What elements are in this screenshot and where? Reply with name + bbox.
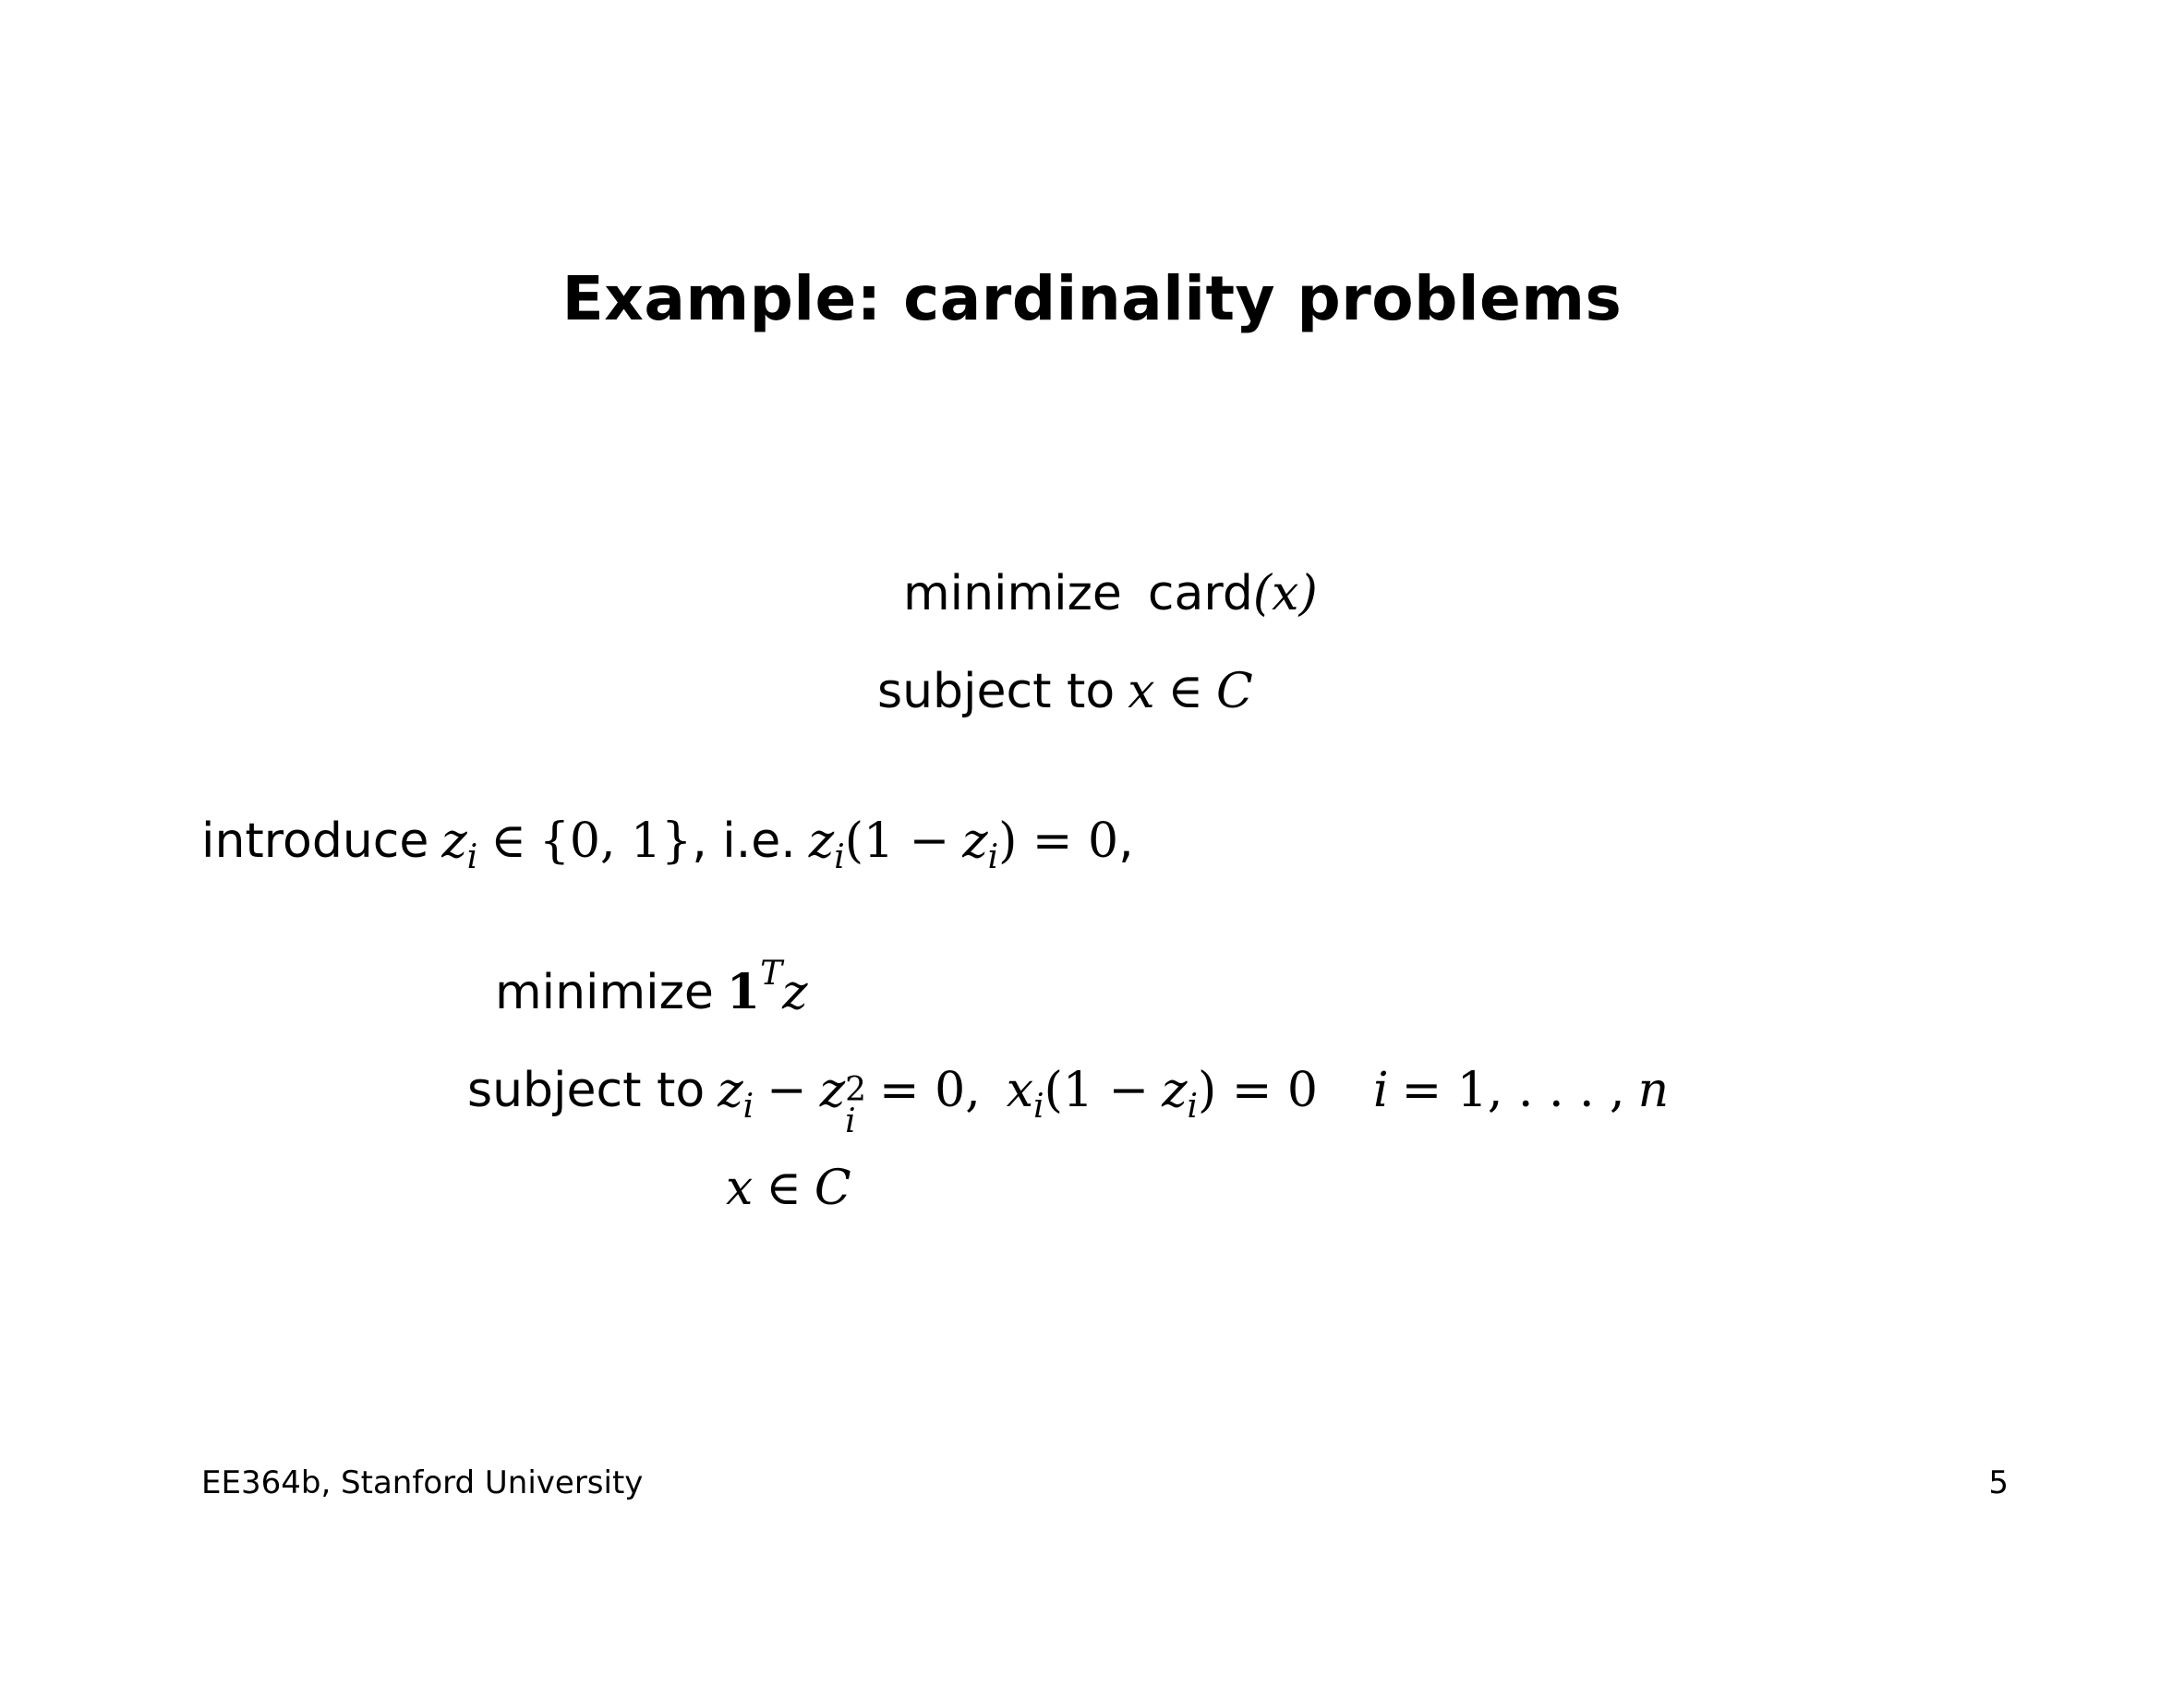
- constraint2-open: (1 −: [1044, 1063, 1150, 1118]
- card-function: card: [1147, 566, 1253, 621]
- equation-inner-subscript: i: [987, 838, 999, 876]
- problem1-objective-row: [903, 561, 1318, 626]
- square-subscript: i: [845, 1103, 856, 1140]
- constraint3-variable: x: [726, 1161, 754, 1216]
- transpose-superscript: T: [760, 955, 783, 993]
- equation-variable-subscript: i: [834, 838, 845, 876]
- ones-vector: 1: [726, 964, 761, 1020]
- ie-text: , i.e.: [692, 813, 796, 869]
- minus-symbol: −: [766, 1063, 807, 1118]
- footer-page-number: 5: [1988, 1464, 2009, 1501]
- constraint1-variable: z: [718, 1063, 743, 1118]
- problem2-set-constraint-row: [726, 1156, 851, 1221]
- minimize-keyword: minimize: [903, 566, 1122, 621]
- introduce-row: [201, 809, 1134, 879]
- equation-inner-variable: z: [962, 813, 988, 869]
- constraint2-subscript: i: [1033, 1088, 1044, 1126]
- constraint1-rhs: = 0,: [879, 1063, 981, 1118]
- constraint1-square-scripts: [845, 1071, 867, 1140]
- element-of-symbol: ∈: [1167, 664, 1204, 719]
- constraint2-inner-subscript: i: [1187, 1088, 1198, 1126]
- introduce-variable: z: [441, 813, 467, 869]
- subject-to-keyword: subject to: [467, 1063, 706, 1118]
- constraint2-variable: x: [1006, 1063, 1034, 1118]
- equation-close: ) = 0: [998, 813, 1119, 869]
- problem2-objective-row: [495, 955, 808, 1030]
- constraint-set: C: [1216, 664, 1253, 719]
- equation-variable: z: [808, 813, 835, 869]
- constraint1-square-variable: z: [819, 1063, 846, 1118]
- introduce-variable-subscript: i: [466, 838, 478, 876]
- problem1-constraint-row: [877, 659, 1253, 724]
- equation-open: (1 −: [844, 813, 950, 869]
- objective-variable: z: [782, 965, 808, 1020]
- constraint3-set: C: [814, 1161, 851, 1216]
- binary-set: {0, 1}: [538, 813, 693, 869]
- index-end: n: [1637, 1063, 1670, 1118]
- card-argument: (x): [1252, 566, 1318, 621]
- constraint-variable: x: [1128, 664, 1155, 719]
- trailing-comma: ,: [1118, 813, 1134, 869]
- constraint2-inner-variable: z: [1162, 1063, 1188, 1118]
- problem2-constraint-row: [467, 1058, 1669, 1143]
- subject-to-keyword: subject to: [877, 664, 1116, 719]
- constraint2-close: ) = 0: [1198, 1063, 1318, 1118]
- footer-course: EE364b, Stanford University: [201, 1464, 644, 1501]
- introduce-text: introduce: [201, 813, 429, 869]
- constraint1-subscript: i: [742, 1088, 754, 1126]
- index-range: = 1, . . . ,: [1401, 1063, 1625, 1118]
- slide-title: Example: cardinality problems: [561, 263, 1623, 334]
- index-variable: i: [1373, 1063, 1389, 1118]
- element-of-symbol: ∈: [766, 1161, 802, 1216]
- minimize-keyword: minimize: [495, 965, 714, 1020]
- element-of-symbol: ∈: [490, 813, 526, 869]
- square-superscript: 2: [845, 1071, 867, 1109]
